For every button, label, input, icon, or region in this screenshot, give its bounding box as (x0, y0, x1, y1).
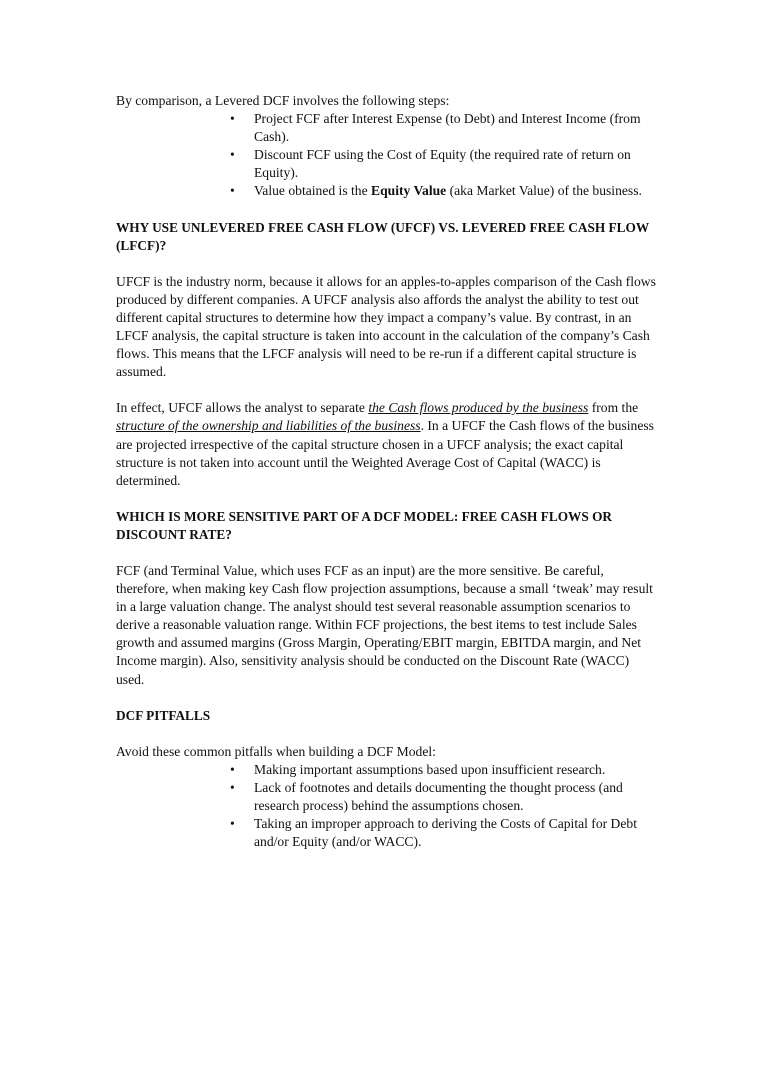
sensitivity-paragraph: FCF (and Terminal Value, which uses FCF as an input) are the more sensitive. Be careful, therefore, when making key Cash flow projection assumptions, because a small ‘tweak’ may result in a large valuation change. The analyst should test several reasonable assumption scenarios to derive a reasonable valuation range. Within FCF projections, the best items to test include Sales growth and assumed margins (Gross Margin, Operating/EBIT margin, EBITDA margin, and Net Income margin). Also, sensitivity analysis should be conducted on the Discount Rate (WACC) used. (116, 562, 653, 687)
para-text: . In a UFCF the Cash flows of the business are projected irrespective of the capital structure chosen in a UFCF analysis; the exact capital structure is not taken into account until the Weighted Average Cost of Capital (WACC) is determined. (116, 418, 654, 488)
list-item (116, 146, 656, 182)
ufcf-vs-lfcf-heading: WHY USE UNLEVERED FREE CASH FLOW (UFCF) VS. LEVERED FREE CASH FLOW (LFCF)? (116, 219, 649, 253)
list-item (116, 182, 656, 200)
bullet-icon: • (230, 816, 235, 832)
pitfalls-intro: Avoid these common pitfalls when building a DCF Model: (116, 743, 436, 759)
sensitivity-heading: WHICH IS MORE SENSITIVE PART OF A DCF MODEL: FREE CASH FLOWS OR DISCOUNT RATE? (116, 508, 613, 542)
list-item (116, 761, 656, 779)
ufcf-paragraph-2 (116, 399, 656, 489)
levered-dcf-steps (116, 110, 656, 200)
bullet-icon: • (230, 183, 235, 199)
list-item (116, 110, 656, 146)
para-text: from the (588, 400, 639, 416)
list-item-text-before: Value obtained is the (254, 183, 372, 199)
list-item-text-after: (aka Market Value) of the business. (446, 183, 642, 199)
ufcf-paragraph-1: UFCF is the industry norm, because it allows for an apples-to-apples comparison of the Cash flows produced by different companies. A UFCF analysis also affords the analyst the ability to test out different capital structures to determine how they impact a company’s value. By contrast, in an LFCF analysis, the capital structure is taken into account in the calculation of the company’s Cash flows. This means that the LFCF analysis will need to be re-run if a different capital structure is assumed. (116, 273, 656, 380)
bullet-icon: • (230, 147, 235, 163)
equity-value-term: Equity Value (371, 183, 447, 199)
list-item-text: Taking an improper approach to deriving the Costs of Capital for Debt and/or Equity (and/or WACC). (254, 816, 637, 850)
list-item-text: Lack of footnotes and details documenting the thought process (and research process) behind the assumptions chosen. (254, 779, 623, 813)
list-item-text (254, 183, 642, 198)
list-item-text: Project FCF after Interest Expense (to Debt) and Interest Income (from Cash). (254, 111, 641, 145)
list-item (116, 815, 656, 851)
para-text: In effect, UFCF allows the analyst to separate (116, 400, 369, 416)
emphasis-cash-flows: the Cash flows produced by the business (368, 400, 589, 416)
emphasis-ownership-structure: structure of the ownership and liabilities of the business (116, 418, 421, 434)
list-item-text: Making important assumptions based upon insufficient research. (254, 761, 606, 777)
levered-dcf-intro: By comparison, a Levered DCF involves the following steps: (116, 93, 450, 108)
dcf-pitfalls-heading: DCF PITFALLS (116, 707, 211, 723)
pitfalls-list (116, 761, 656, 851)
list-item (116, 779, 656, 815)
document-page (116, 92, 656, 851)
bullet-icon: • (230, 111, 235, 127)
bullet-icon: • (230, 779, 235, 795)
list-item-text: Discount FCF using the Cost of Equity (the required rate of return on Equity). (254, 147, 631, 181)
bullet-icon: • (230, 761, 235, 777)
